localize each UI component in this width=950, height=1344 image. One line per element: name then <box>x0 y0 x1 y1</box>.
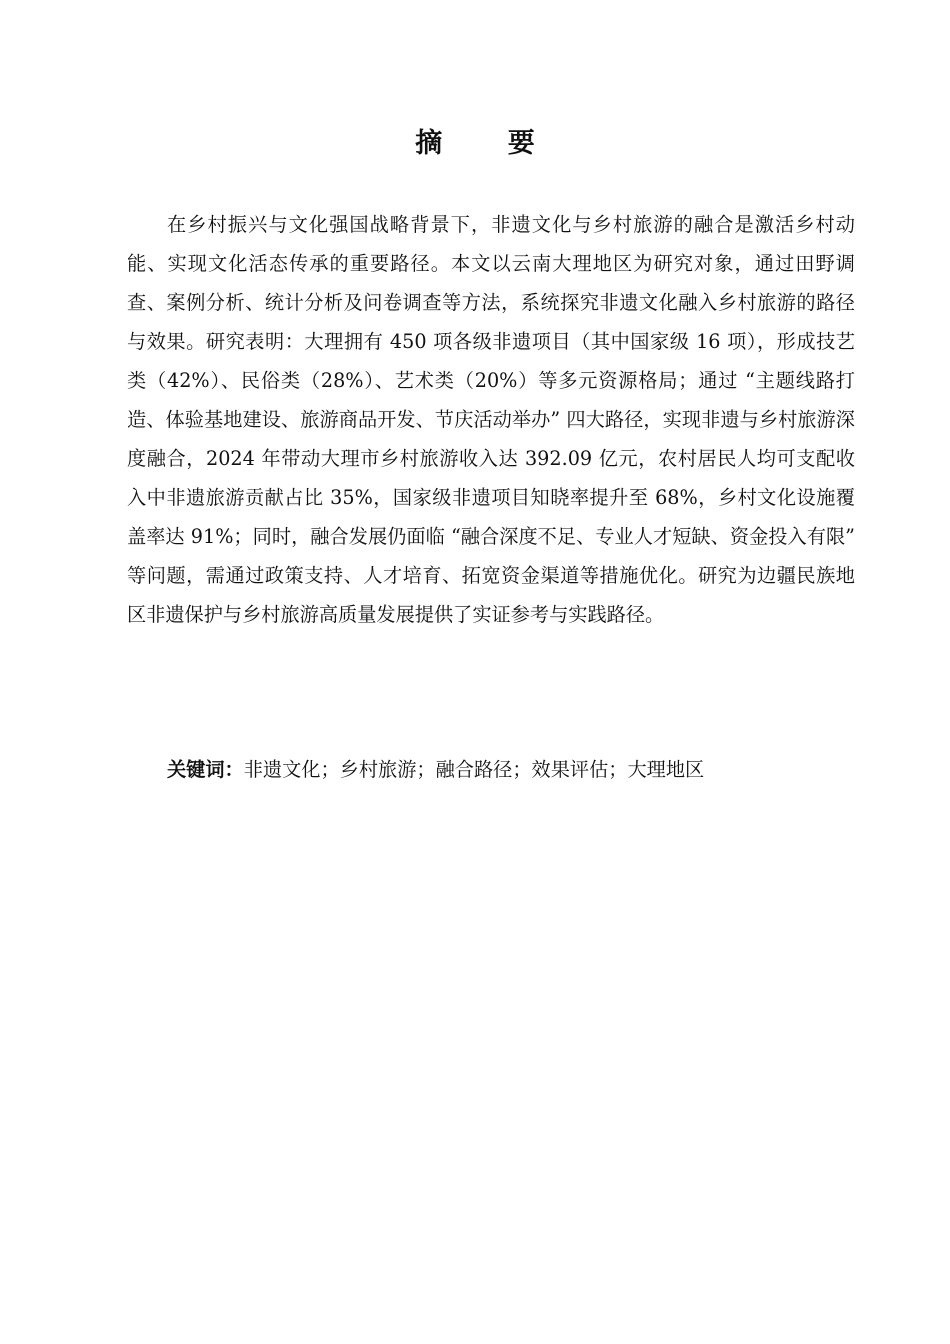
page-title: 摘 要 <box>415 128 563 159</box>
keywords-label: 关键词： <box>167 758 244 781</box>
keywords-line <box>167 750 867 789</box>
keywords-text: 非遗文化；乡村旅游；融合路径；效果评估；大理地区 <box>243 758 705 781</box>
abstract-paragraph: 在乡村振兴与文化强国战略背景下，非遗文化与乡村旅游的融合是激活乡村动能、实现文化活态传承的重要路径。本文以云南大理地区为研究对象，通过田野调查、案例分析、统计分析及问卷调查等方法，系统探究非遗文化融入乡村旅游的路径与效果。研究表明：大理拥有 450 项各级非遗项目（其中国家级 16 项），形成技艺类（42%）、民俗类（28%）、艺术类（20%）等多元资源格局；通过 “主题线路打造、体验基地建设、旅游商品开发、节庆活动举办” 四大路径，实现非遗与乡村旅游深度融合，2024 年带动大理市乡村旅游收入达 392.09 亿元，农村居民人均可支配收入中非遗旅游贡献占比 35%，国家级非遗项目知晓率提升至 68%，乡村文化设施覆盖率达 91%；同时，融合发展仍面临 “融合深度不足、专业人才短缺、资金投入有限” 等问题，需通过政策支持、人才培育、拓宽资金渠道等措施优化。研究为边疆民族地区非遗保护与乡村旅游高质量发展提供了实证参考与实践路径。 <box>127 213 855 626</box>
